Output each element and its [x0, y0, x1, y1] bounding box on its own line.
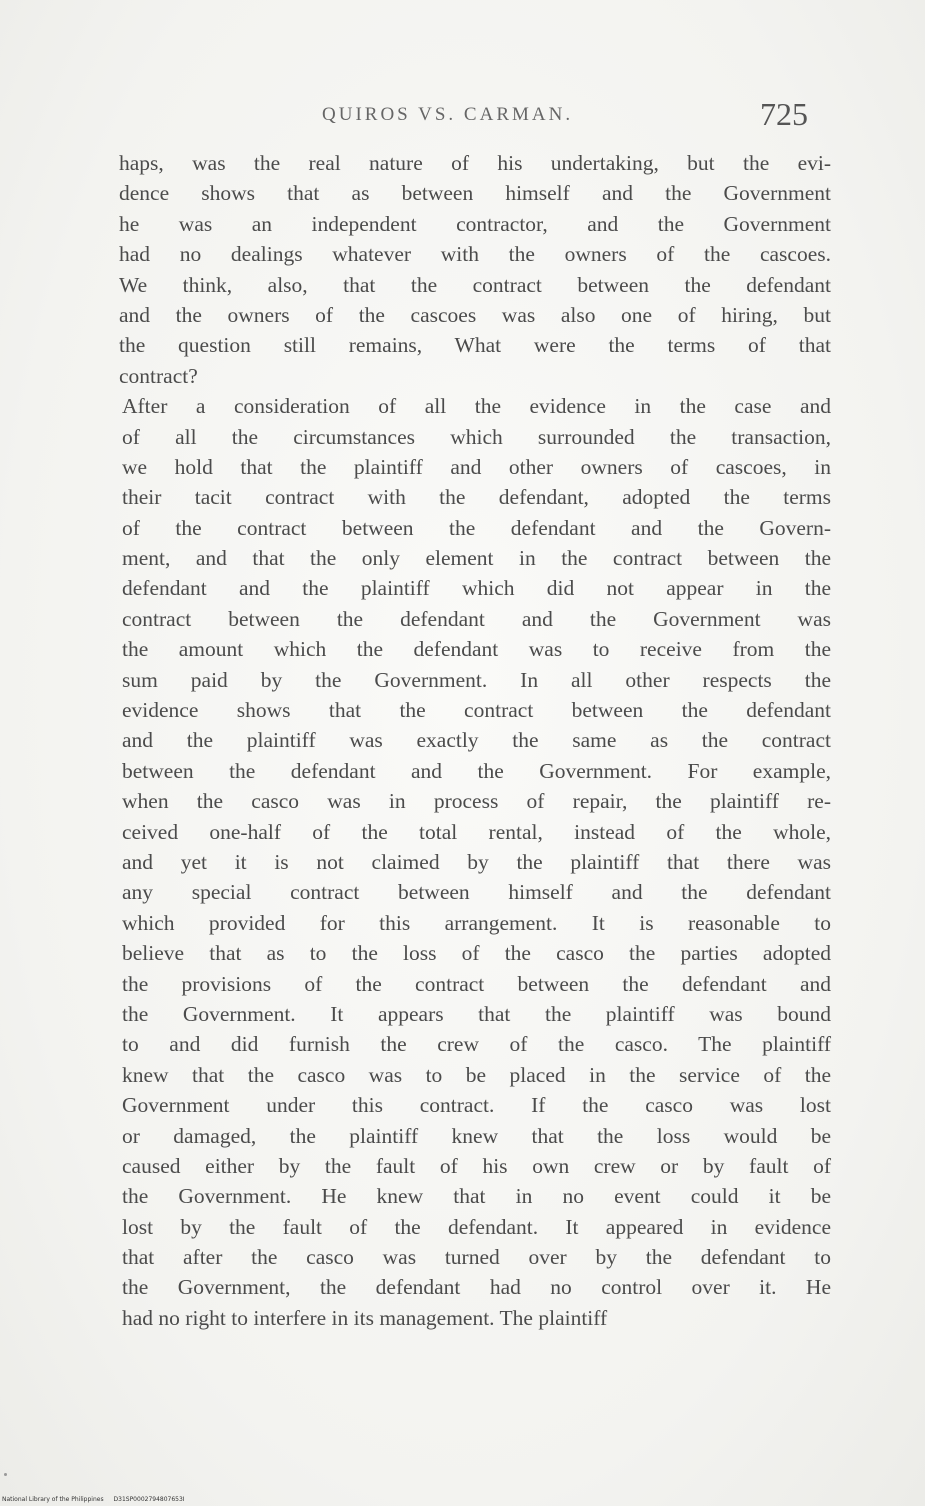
running-title: QUIROS VS. CARMAN.: [322, 104, 574, 125]
text-line: the amount which the defendant was to receive from the: [122, 637, 831, 662]
text-line: their tacit contract with the defendant, adopted the terms: [122, 485, 831, 510]
text-line: of the contract between the defendant and the Govern-: [122, 515, 831, 540]
text-line: between the defendant and the Government. For example,: [122, 758, 831, 783]
scan-speck: [4, 1473, 7, 1476]
text-line: caused either by the fault of his own crew or by fault of: [122, 1153, 831, 1178]
text-line: We think, also, that the contract between the defendant: [119, 272, 831, 297]
text-line: when the casco was in process of repair, the plaintiff re-: [122, 789, 831, 814]
text-line: and the plaintiff was exactly the same as the contract: [122, 728, 831, 753]
paragraph: [119, 391, 831, 1333]
scan-footer: [2, 1496, 193, 1503]
text-line: that after the casco was turned over by the defendant to: [122, 1245, 831, 1270]
text-line: sum paid by the Government. In all other respects the: [122, 667, 831, 692]
running-header: [0, 96, 925, 136]
footer-library: National Library of the Philippines: [2, 1496, 104, 1503]
text-line: the Government. It appears that the plaintiff was bound: [122, 1001, 831, 1026]
text-line: the Government, the defendant had no control over it. He: [122, 1275, 831, 1300]
text-line: which provided for this arrangement. It is reasonable to: [122, 910, 831, 935]
text-line: the provisions of the contract between the defendant and: [122, 971, 831, 996]
text-line: dence shows that as between himself and the Government: [119, 181, 831, 206]
text-line: ment, and that the only element in the contract between the: [122, 546, 831, 571]
text-line: knew that the casco was to be placed in the service of the: [122, 1062, 831, 1087]
text-line: had no dealings whatever with the owners of the cascoes.: [119, 242, 831, 267]
text-line: and yet it is not claimed by the plaintiff that there was: [122, 849, 831, 874]
text-line: he was an independent contractor, and the Government: [119, 211, 831, 236]
footer-code: D31SP0002794807653I: [113, 1496, 185, 1503]
text-line: haps, was the real nature of his undertaking, but the evi-: [119, 151, 831, 175]
text-line: of all the circumstances which surrounded the transaction,: [122, 424, 831, 449]
text-line: we hold that the plaintiff and other owners of cascoes, in: [122, 454, 831, 479]
text-line: Government under this contract. If the casco was lost: [122, 1093, 831, 1118]
text-line: lost by the fault of the defendant. It appeared in evidence: [122, 1214, 831, 1239]
text-line: ceived one-half of the total rental, instead of the whole,: [122, 819, 831, 844]
paragraph: [119, 148, 831, 391]
text-line: defendant and the plaintiff which did not appear in the: [122, 576, 831, 601]
body-text: [119, 148, 831, 1333]
text-line: After a consideration of all the evidence in the case and: [122, 394, 831, 419]
text-line: believe that as to the loss of the casco the parties adopted: [122, 941, 831, 966]
text-line: contract?: [119, 363, 198, 388]
text-line: the question still remains, What were the terms of that: [119, 333, 831, 358]
text-line: any special contract between himself and the defendant: [122, 880, 831, 905]
text-line: contract between the defendant and the Government was: [122, 606, 831, 631]
text-line: had no right to interfere in its management. The plaintiff: [122, 1305, 608, 1330]
text-line: evidence shows that the contract between the defendant: [122, 698, 831, 723]
page-number: 725: [760, 96, 808, 132]
text-line: the Government. He knew that in no event could it be: [122, 1184, 831, 1209]
text-line: and the owners of the cascoes was also one of hiring, but: [119, 302, 831, 327]
text-line: or damaged, the plaintiff knew that the loss would be: [122, 1123, 831, 1148]
text-line: to and did furnish the crew of the casco. The plaintiff: [122, 1032, 831, 1057]
